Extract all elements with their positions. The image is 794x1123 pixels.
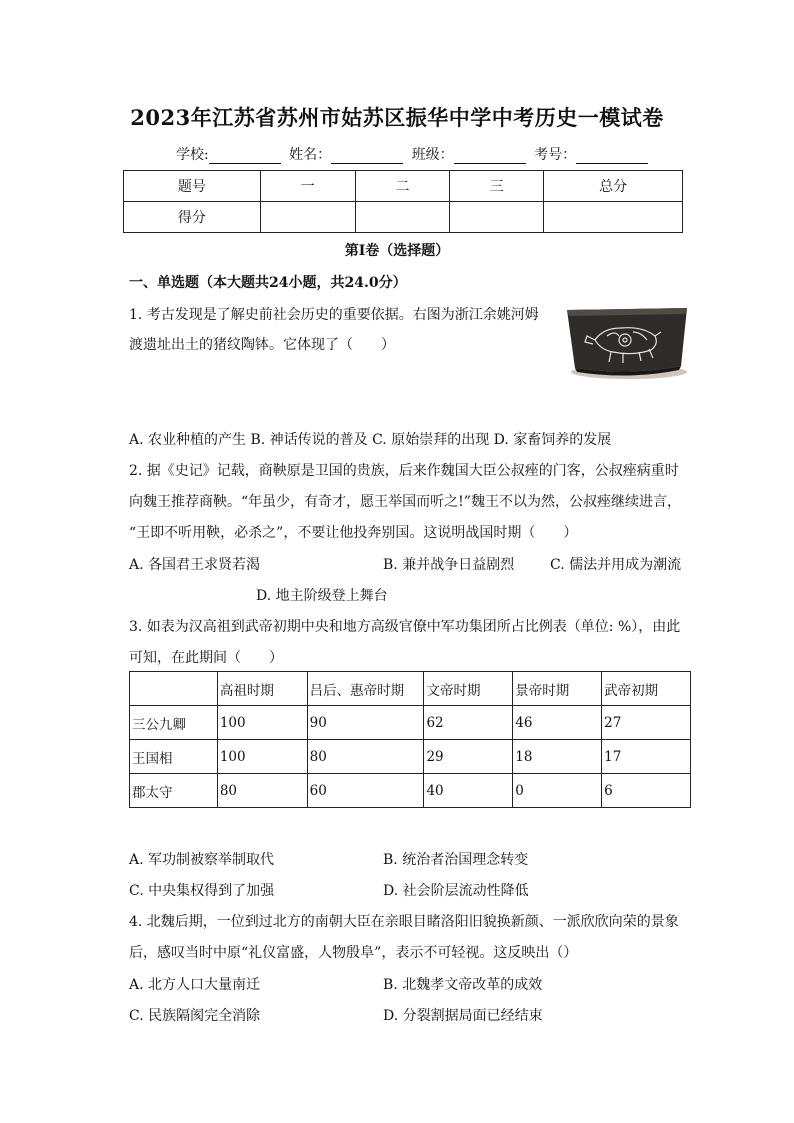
q3-header-cell: 景帝时期 xyxy=(513,672,602,706)
class-label: 班级： xyxy=(411,147,454,163)
school-label: 学校: xyxy=(176,147,209,163)
score-header-cell: 三 xyxy=(450,171,544,202)
q2-option-a[interactable]: A. 各国君王求贤若渴 xyxy=(129,557,261,573)
exam-no-label: 考号： xyxy=(534,147,577,163)
q4-stem-line2: 后，感叹当时中原“礼仪富盛，人物殷阜”，表示不可轻视。这反映出（） xyxy=(129,945,578,961)
q3-cell: 40 xyxy=(424,774,513,808)
exam-no-blank[interactable] xyxy=(576,149,648,164)
score-cell[interactable] xyxy=(355,202,450,233)
q3-cell: 46 xyxy=(513,706,602,740)
name-blank[interactable] xyxy=(331,149,403,164)
q3-cell: 100 xyxy=(217,706,307,740)
q3-stem-line2: 可知，在此期间（ ） xyxy=(129,650,283,666)
pig-pattern-pottery-bowl-image xyxy=(563,300,691,382)
q2-stem-line3: “王即不听用鞅，必杀之”，不要让他投奔别国。这说明战国时期（ ） xyxy=(129,525,578,541)
q4-option-b[interactable]: B. 北魏孝文帝改革的成效 xyxy=(383,977,543,993)
q2-option-c[interactable]: C. 儒法并用成为潮流 xyxy=(550,557,682,573)
q3-cell: 60 xyxy=(307,774,424,808)
q3-header-cell: 文帝时期 xyxy=(424,672,513,706)
score-table xyxy=(123,170,683,233)
q3-table-header-row xyxy=(130,672,691,706)
score-header-cell: 总分 xyxy=(544,171,683,202)
student-info-line xyxy=(176,144,652,164)
class-blank[interactable] xyxy=(454,149,526,164)
q1-stem-line1: 1. 考古发现是了解史前社会历史的重要依据。右图为浙江余姚河姆 xyxy=(129,307,539,323)
q3-cell: 27 xyxy=(602,706,691,740)
q3-cell: 18 xyxy=(513,740,602,774)
score-cell[interactable] xyxy=(544,202,683,233)
q3-stem-line1: 3. 如表为汉高祖到武帝初期中央和地方高级官僚中军功集团所占比例表（单位: %），由此 xyxy=(129,619,681,635)
q4-stem-line1: 4. 北魏后期，一位到过北方的南朝大臣在亲眼目睹洛阳旧貌换新颜、一派欣欣向荣的景象 xyxy=(129,914,679,930)
score-cell[interactable] xyxy=(260,202,355,233)
score-header-cell: 一 xyxy=(260,171,355,202)
score-table-header-row xyxy=(124,171,683,202)
q3-row-label: 郡太守 xyxy=(130,774,218,808)
q3-table-row xyxy=(130,740,691,774)
q4-option-d[interactable]: D. 分裂割据局面已经结束 xyxy=(383,1008,543,1024)
q3-cell: 0 xyxy=(513,774,602,808)
name-label: 姓名： xyxy=(289,147,332,163)
q3-cell: 80 xyxy=(217,774,307,808)
score-header-cell: 题号 xyxy=(124,171,261,202)
q3-header-cell xyxy=(130,672,218,706)
part-title: 第I卷（选择题） xyxy=(344,243,450,259)
score-row-label: 得分 xyxy=(124,202,261,233)
q3-cell: 100 xyxy=(217,740,307,774)
q3-header-cell: 高祖时期 xyxy=(217,672,307,706)
page-title: 2023年江苏省苏州市姑苏区振华中学中考历史一模试卷 xyxy=(130,105,664,130)
score-header-cell: 二 xyxy=(355,171,450,202)
q3-data-table xyxy=(129,671,691,808)
q3-cell: 62 xyxy=(424,706,513,740)
q3-option-c[interactable]: C. 中央集权得到了加强 xyxy=(129,883,275,899)
q3-cell: 6 xyxy=(602,774,691,808)
q1-stem-line2: 渡遗址出土的猪纹陶钵。它体现了（ ） xyxy=(129,337,395,353)
q2-stem-line1: 2. 据《史记》记载，商鞅原是卫国的贵族，后来作魏国大臣公叔痤的门客，公叔痤病重时 xyxy=(129,463,679,479)
q4-option-c[interactable]: C. 民族隔阂完全消除 xyxy=(129,1008,261,1024)
section-heading: 一、单选题（本大题共24小题，共24.0分） xyxy=(129,275,407,291)
q3-header-cell: 吕后、惠帝时期 xyxy=(307,672,424,706)
q3-row-label: 王国相 xyxy=(130,740,218,774)
q1-options: A. 农业种植的产生 B. 神话传说的普及 C. 原始崇拜的出现 D. 家畜饲养的发展 xyxy=(129,432,612,448)
q3-option-b[interactable]: B. 统治者治国理念转变 xyxy=(383,852,529,868)
q2-option-b[interactable]: B. 兼并战争日益剧烈 xyxy=(383,557,515,573)
q3-cell: 90 xyxy=(307,706,424,740)
q4-option-a[interactable]: A. 北方人口大量南迁 xyxy=(129,977,261,993)
q3-option-d[interactable]: D. 社会阶层流动性降低 xyxy=(383,883,529,899)
score-table-row xyxy=(124,202,683,233)
score-cell[interactable] xyxy=(450,202,544,233)
q3-cell: 80 xyxy=(307,740,424,774)
q3-table-row xyxy=(130,706,691,740)
q3-cell: 29 xyxy=(424,740,513,774)
q3-row-label: 三公九卿 xyxy=(130,706,218,740)
q3-option-a[interactable]: A. 军功制被察举制取代 xyxy=(129,852,275,868)
school-blank[interactable] xyxy=(209,149,281,164)
q3-header-cell: 武帝初期 xyxy=(602,672,691,706)
q3-table-row xyxy=(130,774,691,808)
q2-stem-line2: 向魏王推荐商鞅。“年虽少，有奇才，愿王举国而听之!”魏王不以为然，公叔痤继续进言， xyxy=(129,494,681,510)
q2-option-d[interactable]: D. 地主阶级登上舞台 xyxy=(256,588,388,604)
q3-cell: 17 xyxy=(602,740,691,774)
